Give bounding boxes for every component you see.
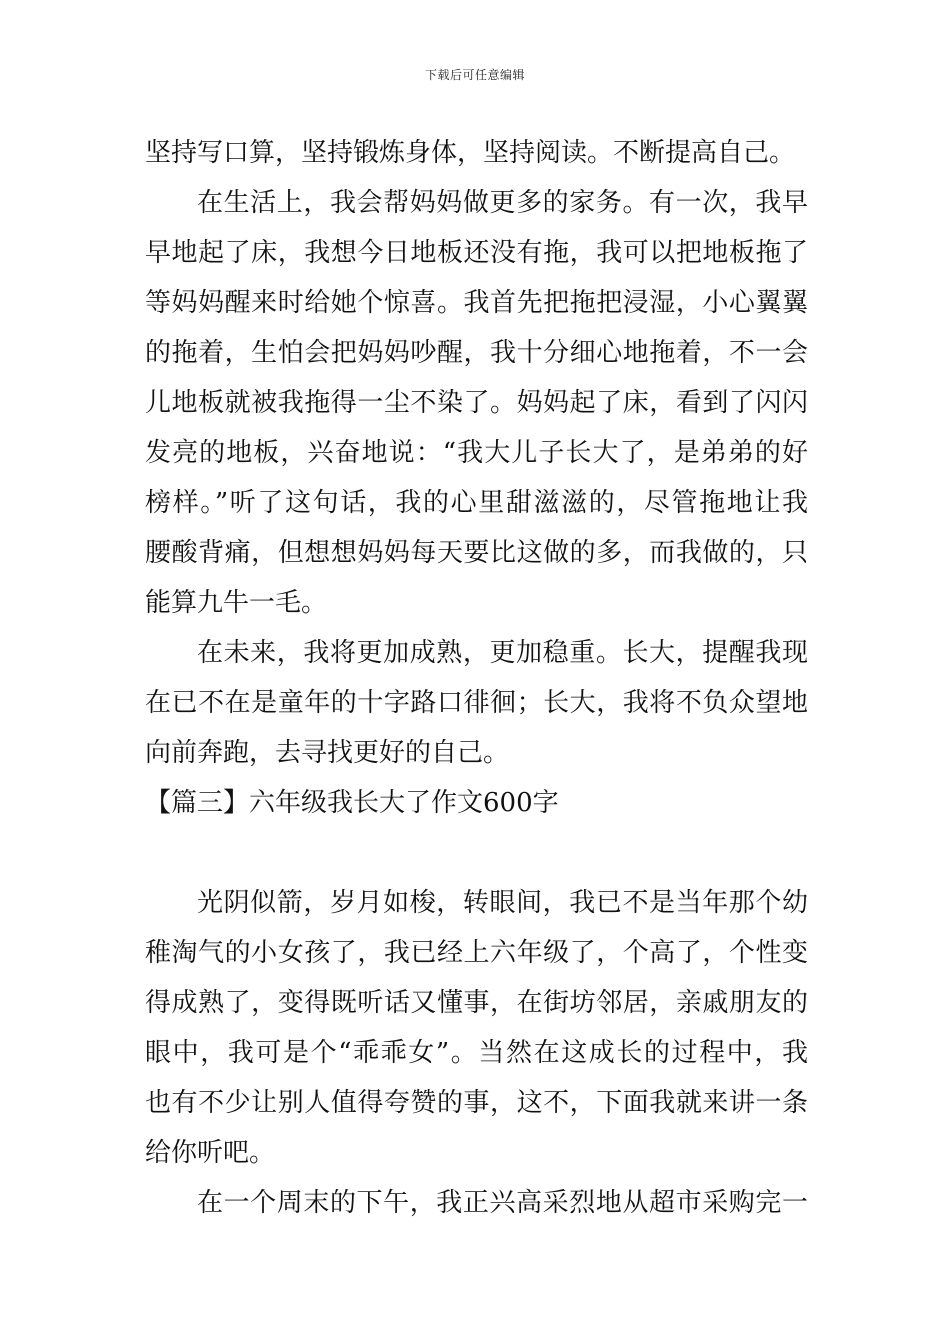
section-heading: 【篇三】六年级我长大了作文600字 xyxy=(145,788,559,818)
text-line: 在生活上，我会帮妈妈做更多的家务。有一次，我早 xyxy=(197,188,808,218)
text-line: 儿地板就被我拖得一尘不染了。妈妈起了床，看到了闪闪 xyxy=(145,388,808,418)
text-line: 向前奔跑，去寻找更好的自己。 xyxy=(145,738,510,768)
text-line: 发亮的地板，兴奋地说：“我大儿子长大了，是弟弟的好 xyxy=(145,438,808,468)
text-line: 稚淘气的小女孩了，我已经上六年级了，个高了，个性变 xyxy=(145,938,808,968)
text-line: 眼中，我可是个“乖乖女”。当然在这成长的过程中，我 xyxy=(145,1038,808,1068)
text-line: 腰酸背痛，但想想妈妈每天要比这做的多，而我做的，只 xyxy=(145,538,808,568)
text-line: 在已不在是童年的十字路口徘徊；长大，我将不负众望地 xyxy=(145,688,808,718)
text-line: 给你听吧。 xyxy=(145,1138,276,1168)
text-line: 的拖着，生怕会把妈妈吵醒，我十分细心地拖着，不一会 xyxy=(145,338,808,368)
text-line: 光阴似箭，岁月如梭，转眼间，我已不是当年那个幼 xyxy=(197,888,808,918)
page-header: 下载后可任意编辑 xyxy=(424,68,525,82)
document-body xyxy=(145,128,808,1228)
text-line: 等妈妈醒来时给她个惊喜。我首先把拖把浸湿，小心翼翼 xyxy=(145,288,808,318)
blank-line xyxy=(145,828,808,878)
text-line: 早地起了床，我想今日地板还没有拖，我可以把地板拖了 xyxy=(145,238,808,268)
text-line: 在未来，我将更加成熟，更加稳重。长大，提醒我现 xyxy=(197,638,808,668)
text-line: 在一个周末的下午，我正兴高采烈地从超市采购完一 xyxy=(197,1188,808,1218)
text-line: 能算九牛一毛。 xyxy=(145,588,328,618)
text-line: 坚持写口算，坚持锻炼身体，坚持阅读。不断提高自己。 xyxy=(145,138,796,168)
text-line: 榜样。”听了这句话，我的心里甜滋滋的，尽管拖地让我 xyxy=(145,488,808,518)
text-line: 也有不少让别人值得夸赞的事，这不，下面我就来讲一条 xyxy=(145,1088,808,1118)
text-line: 得成熟了，变得既听话又懂事，在街坊邻居，亲戚朋友的 xyxy=(145,988,808,1018)
